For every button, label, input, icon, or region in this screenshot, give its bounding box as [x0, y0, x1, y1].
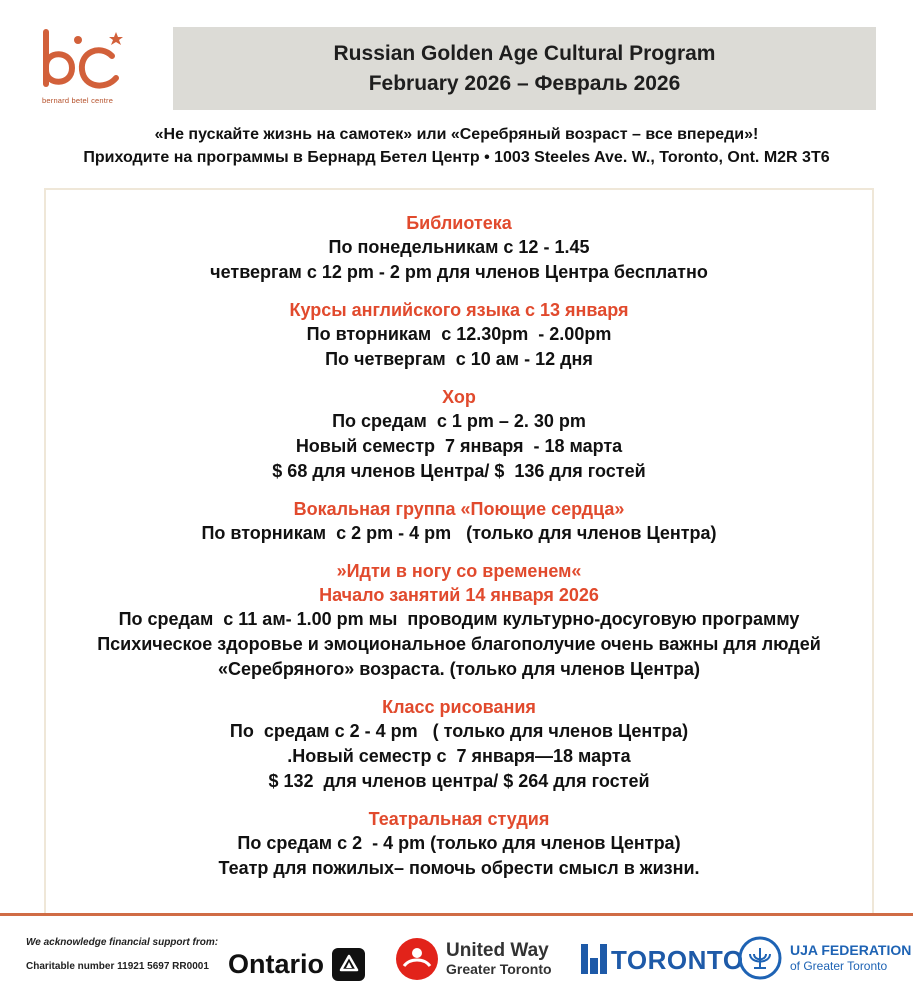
- section-library: [46, 211, 872, 285]
- section-line: $ 68 для членов Центра/ $ 136 для гостей: [272, 461, 646, 481]
- section-title: Хор: [442, 387, 476, 407]
- program-title: Russian Golden Age Cultural Program: [333, 41, 716, 65]
- united-way-name: United Way: [446, 940, 549, 961]
- footer-divider: [0, 913, 913, 916]
- section-title: Класс рисования: [382, 697, 536, 717]
- program-month: February 2026 – Февраль 2026: [368, 71, 681, 95]
- ontario-wordmark: Ontario: [228, 949, 325, 979]
- section-line: По вторникам с 12.30pm - 2.00pm: [306, 324, 612, 344]
- charitable-number: Charitable number 11921 5697 RR0001: [26, 961, 209, 972]
- united-way-logo: [394, 936, 552, 982]
- section-english: [46, 298, 872, 372]
- menorah-icon: [738, 936, 782, 980]
- section-theatre: [46, 807, 872, 881]
- ontario-logo: [228, 948, 365, 981]
- uja-name: UJA FEDERATION: [790, 942, 912, 958]
- acknowledgement: We acknowledge financial support from:: [26, 937, 219, 948]
- section-line: Психическое здоровье и эмоциональное благополучие очень важны для людей: [97, 634, 821, 654]
- section-keep-up: [46, 559, 872, 682]
- section-line: Новый семестр 7 января - 18 марта: [295, 436, 623, 456]
- united-way-region: Greater Toronto: [446, 961, 552, 977]
- section-line: Театр для пожилых– помочь обрести смысл в жизни.: [218, 858, 700, 878]
- section-subtitle: Начало занятий 14 января 2026: [319, 585, 599, 605]
- section-title: Театральная студия: [368, 809, 550, 829]
- section-vocal: [46, 497, 872, 546]
- section-line: По средам с 1 pm – 2. 30 pm: [332, 411, 586, 431]
- section-line: четвергам с 12 pm - 2 pm для членов Центра бесплатно: [210, 262, 708, 282]
- logo-caption: bernard betel centre: [42, 96, 114, 105]
- toronto-logo: [580, 940, 744, 976]
- section-line: По понедельникам с 12 - 1.45: [328, 237, 590, 257]
- section-line: $ 132 для членов центра/ $ 264 для гостей: [268, 771, 650, 791]
- toronto-wordmark: TORONTO: [611, 945, 744, 975]
- section-title: Библиотека: [406, 213, 512, 233]
- intro-slogan: «Не пускайте жизнь на самотек» или «Серебряный возраст – все впереди»!: [154, 126, 759, 143]
- section-line: .Новый семестр с 7 января—18 марта: [287, 746, 631, 766]
- section-line: По средам с 11 ам- 1.00 pm мы проводим культурно-досуговую программу: [118, 609, 800, 629]
- section-line: По средам с 2 - 4 pm (только для членов Центра): [237, 833, 681, 853]
- intro: [0, 123, 913, 169]
- trillium-icon: [332, 948, 365, 981]
- schedule-box: [44, 188, 874, 913]
- intro-address: Приходите на программы в Бернард Бетел Центр • 1003 Steeles Ave. W., Toronto, Ont. M2R 3T6: [83, 149, 830, 166]
- section-choir: [46, 385, 872, 484]
- title-banner: [173, 27, 876, 110]
- section-line: По вторникам с 2 pm - 4 pm (только для членов Центра): [201, 523, 717, 543]
- united-way-icon: [394, 936, 440, 982]
- section-title: »Идти в ногу со временем«: [336, 561, 582, 581]
- section-line: По средам с 2 - 4 pm ( только для членов Центра): [229, 721, 689, 741]
- section-title: Курсы английского языка с 13 января: [289, 300, 629, 320]
- section-line: По четвергам с 10 ам - 12 дня: [325, 349, 593, 369]
- section-title: Вокальная группа «Поющие сердца»: [293, 499, 625, 519]
- uja-logo: [738, 936, 911, 980]
- section-line: «Серебряного» возраста. (только для членов Центра): [217, 659, 701, 679]
- city-hall-icon: [580, 940, 608, 976]
- section-drawing: [46, 695, 872, 794]
- bbc-logo-mark: [38, 26, 138, 98]
- uja-region: of Greater Toronto: [790, 959, 888, 973]
